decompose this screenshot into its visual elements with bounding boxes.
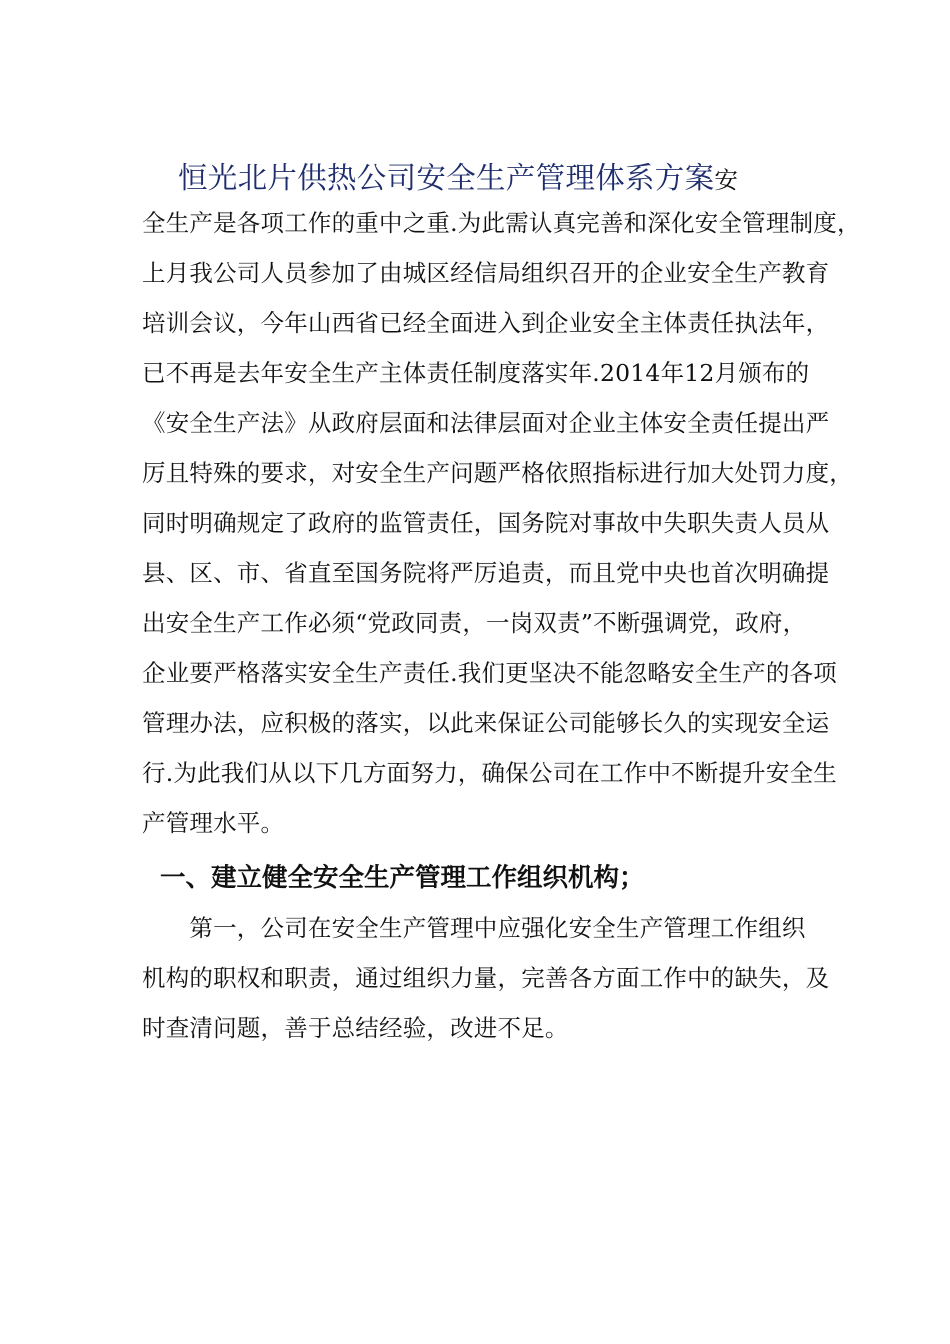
- intro-line: 行.为此我们从以下几方面努力，确保公司在工作中不断提升安全生: [142, 759, 837, 787]
- section-line: 时查清问题，善于总结经验，改进不足。: [142, 1014, 569, 1042]
- intro-line: 同时明确规定了政府的监管责任，国务院对事故中失职失责人员从: [142, 509, 830, 537]
- intro-line: 出安全生产工作必须“党政同责，一岗双责”不断强调党，政府，: [142, 609, 807, 637]
- intro-line: 产管理水平。: [142, 809, 285, 837]
- intro-line: 企业要严格落实安全生产责任.我们更坚决不能忽略安全生产的各项: [142, 659, 837, 687]
- section-heading: 一、建立健全安全生产管理工作组织机构；: [160, 863, 645, 893]
- intro-line: 已不再是去年安全生产主体责任制度落实年.2014年12月颁布的: [142, 359, 810, 387]
- section-line: 机构的职权和职责，通过组织力量，完善各方面工作中的缺失，及: [142, 964, 830, 992]
- intro-line: 县、区、市、省直至国务院将严厉追责，而且党中央也首次明确提: [142, 559, 830, 587]
- intro-line: 上月我公司人员参加了由城区经信局组织召开的企业安全生产教育: [142, 259, 830, 287]
- section-line: 第一，公司在安全生产管理中应强化安全生产管理工作组织: [142, 914, 806, 942]
- intro-line: 《安全生产法》从政府层面和法律层面对企业主体安全责任提出严: [142, 409, 830, 437]
- document-title: 恒光北片供热公司安全生产管理体系方案: [178, 161, 715, 195]
- intro-first-char: 安: [714, 166, 738, 194]
- intro-line: 管理办法，应积极的落实，以此来保证公司能够长久的实现安全运: [142, 709, 830, 737]
- intro-line: 培训会议，今年山西省已经全面进入到企业安全主体责任执法年，: [142, 309, 830, 337]
- intro-line: 厉且特殊的要求，对安全生产问题严格依照指标进行加大处罚力度，: [142, 459, 853, 487]
- document-title-row: [178, 158, 738, 203]
- intro-line: 全生产是各项工作的重中之重.为此需认真完善和深化安全管理制度，: [142, 209, 861, 237]
